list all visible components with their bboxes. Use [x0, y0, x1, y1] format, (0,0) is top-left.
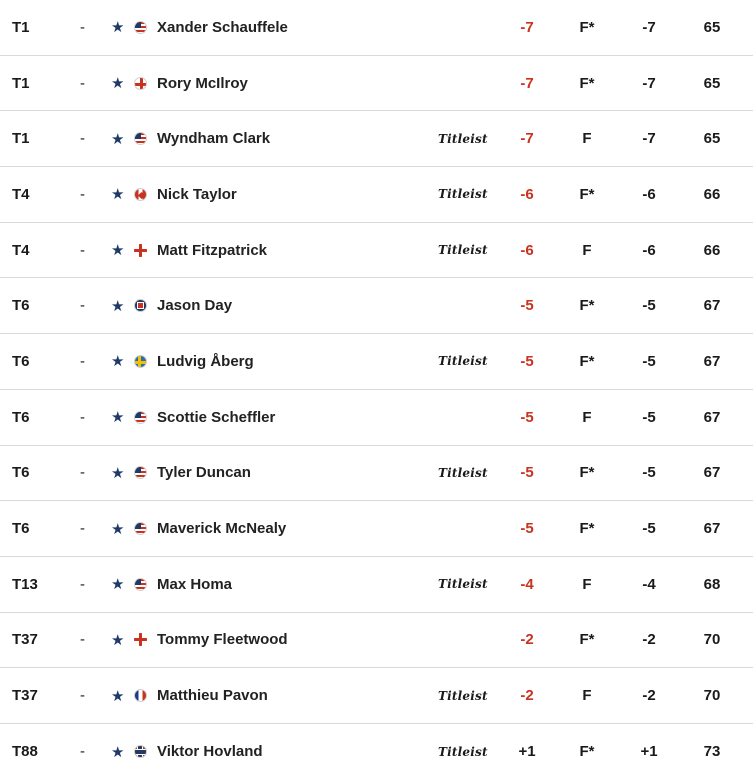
total-score: -2 — [520, 687, 534, 705]
thru-status: F — [582, 130, 592, 148]
position: T6 — [12, 352, 30, 370]
country-flag — [134, 223, 147, 278]
total-score: -5 — [520, 297, 534, 315]
england-flag-icon — [134, 244, 147, 257]
position: T4 — [12, 241, 30, 259]
round-strokes: 70 — [703, 687, 721, 705]
round-strokes: 73 — [703, 743, 721, 761]
thru-status: F* — [579, 464, 595, 482]
movement-indicator: - — [80, 352, 85, 370]
thru-status: F* — [579, 743, 595, 761]
country-flag — [134, 724, 147, 780]
today-score: -2 — [642, 687, 656, 705]
position: T1 — [12, 18, 30, 36]
northern-ireland-flag-icon — [134, 77, 147, 90]
player-name-link[interactable]: Ludvig Åberg — [157, 352, 254, 370]
position: T37 — [12, 631, 38, 649]
australia-flag-icon — [134, 299, 147, 312]
round-strokes: 67 — [703, 297, 721, 315]
position: T1 — [12, 130, 30, 148]
today-score: -7 — [642, 74, 656, 92]
movement-indicator: - — [80, 408, 85, 426]
thru-status: F — [582, 241, 592, 259]
movement-indicator: - — [80, 241, 85, 259]
total-score: -6 — [520, 185, 534, 203]
total-score: -6 — [520, 241, 534, 259]
us-flag-icon — [134, 21, 147, 34]
position: T6 — [12, 408, 30, 426]
sponsor-logo: Titleist — [438, 354, 488, 369]
today-score: -5 — [642, 297, 656, 315]
position: T6 — [12, 464, 30, 482]
favorite-star-icon[interactable]: ★ — [111, 186, 125, 204]
position: T1 — [12, 74, 30, 92]
country-flag — [134, 334, 147, 389]
country-flag — [134, 446, 147, 501]
thru-status: F* — [579, 74, 595, 92]
player-name-link[interactable]: Max Homa — [157, 575, 233, 593]
position: T4 — [12, 185, 30, 203]
round-strokes: 67 — [703, 352, 721, 370]
leaderboard-row[interactable] — [0, 557, 753, 613]
round-strokes: 67 — [703, 464, 721, 482]
sponsor-logo: Titleist — [438, 577, 488, 592]
sponsor-logo: Titleist — [438, 744, 488, 759]
position: T6 — [12, 297, 30, 315]
player-name-link[interactable]: Viktor Hovland — [157, 743, 263, 761]
favorite-star-icon[interactable]: ★ — [111, 687, 125, 705]
country-flag — [134, 613, 147, 668]
favorite-star-icon[interactable]: ★ — [111, 631, 125, 649]
today-score: -5 — [642, 352, 656, 370]
total-score: -5 — [520, 520, 534, 538]
movement-indicator: - — [80, 130, 85, 148]
movement-indicator: - — [80, 575, 85, 593]
sponsor-logo: Titleist — [438, 187, 488, 202]
thru-status: F — [582, 575, 592, 593]
leaderboard-row[interactable] — [0, 668, 753, 724]
favorite-star-icon[interactable]: ★ — [111, 242, 125, 260]
movement-indicator: - — [80, 520, 85, 538]
round-strokes: 70 — [703, 631, 721, 649]
player-name-link[interactable]: Maverick McNealy — [157, 520, 287, 538]
sponsor-logo: Titleist — [438, 131, 488, 146]
player-name-link[interactable]: Wyndham Clark — [157, 130, 271, 148]
today-score: -5 — [642, 464, 656, 482]
leaderboard-row[interactable] — [0, 111, 753, 167]
player-name-link[interactable]: Matt Fitzpatrick — [157, 241, 268, 259]
today-score: -5 — [642, 408, 656, 426]
total-score: -5 — [520, 352, 534, 370]
position: T6 — [12, 520, 30, 538]
total-score: +1 — [518, 743, 536, 761]
country-flag — [134, 56, 147, 111]
leaderboard-row[interactable] — [0, 167, 753, 223]
total-score: -2 — [520, 631, 534, 649]
today-score: -6 — [642, 185, 656, 203]
movement-indicator: - — [80, 185, 85, 203]
us-flag-icon — [134, 578, 147, 591]
total-score: -7 — [520, 130, 534, 148]
leaderboard-row[interactable] — [0, 278, 753, 334]
player-name-link[interactable]: Tyler Duncan — [157, 464, 251, 482]
movement-indicator: - — [80, 464, 85, 482]
us-flag-icon — [134, 132, 147, 145]
round-strokes: 67 — [703, 408, 721, 426]
today-score: -5 — [642, 520, 656, 538]
today-score: -6 — [642, 241, 656, 259]
leaderboard-row[interactable] — [0, 334, 753, 390]
us-flag-icon — [134, 522, 147, 535]
movement-indicator: - — [80, 74, 85, 92]
today-score: -2 — [642, 631, 656, 649]
round-strokes: 68 — [703, 575, 721, 593]
total-score: -7 — [520, 18, 534, 36]
player-name-link[interactable]: Tommy Fleetwood — [157, 631, 288, 649]
position: T88 — [12, 743, 38, 761]
player-name-link[interactable]: Matthieu Pavon — [157, 687, 268, 705]
movement-indicator: - — [80, 18, 85, 36]
round-strokes: 65 — [703, 18, 721, 36]
thru-status: F* — [579, 352, 595, 370]
thru-status: F* — [579, 18, 595, 36]
thru-status: F — [582, 408, 592, 426]
favorite-star-icon[interactable]: ★ — [111, 743, 125, 761]
position: T13 — [12, 575, 38, 593]
country-flag — [134, 501, 147, 556]
round-strokes: 66 — [703, 185, 721, 203]
norway-flag-icon — [134, 745, 147, 758]
england-flag-icon — [134, 633, 147, 646]
player-name-link[interactable]: Scottie Scheffler — [157, 408, 276, 426]
country-flag — [134, 0, 147, 55]
leaderboard-row[interactable] — [0, 390, 753, 446]
round-strokes: 67 — [703, 520, 721, 538]
round-strokes: 65 — [703, 74, 721, 92]
us-flag-icon — [134, 411, 147, 424]
movement-indicator: - — [80, 687, 85, 705]
leaderboard-row[interactable] — [0, 724, 753, 780]
favorite-star-icon[interactable]: ★ — [111, 409, 125, 427]
favorite-star-icon[interactable]: ★ — [111, 353, 125, 371]
leaderboard-row[interactable] — [0, 56, 753, 112]
country-flag — [134, 111, 147, 166]
favorite-star-icon[interactable]: ★ — [111, 19, 125, 37]
favorite-star-icon[interactable]: ★ — [111, 520, 125, 538]
total-score: -4 — [520, 575, 534, 593]
favorite-star-icon[interactable]: ★ — [111, 576, 125, 594]
country-flag — [134, 557, 147, 612]
movement-indicator: - — [80, 743, 85, 761]
player-name-link[interactable]: Xander Schauffele — [157, 18, 288, 36]
today-score: -7 — [642, 130, 656, 148]
leaderboard-row[interactable] — [0, 501, 753, 557]
player-name-link[interactable]: Rory McIlroy — [157, 74, 248, 92]
movement-indicator: - — [80, 631, 85, 649]
sponsor-logo: Titleist — [438, 465, 488, 480]
country-flag — [134, 167, 147, 222]
thru-status: F* — [579, 520, 595, 538]
total-score: -5 — [520, 408, 534, 426]
us-flag-icon — [134, 466, 147, 479]
favorite-star-icon[interactable]: ★ — [111, 75, 125, 93]
favorite-star-icon[interactable]: ★ — [111, 464, 125, 482]
favorite-star-icon[interactable]: ★ — [111, 297, 125, 315]
sweden-flag-icon — [134, 355, 147, 368]
canada-flag-icon — [134, 188, 147, 201]
today-score: -4 — [642, 575, 656, 593]
player-name-link[interactable]: Jason Day — [157, 297, 233, 315]
leaderboard-row[interactable] — [0, 223, 753, 279]
leaderboard-row[interactable] — [0, 446, 753, 502]
france-flag-icon — [134, 689, 147, 702]
sponsor-logo: Titleist — [438, 243, 488, 258]
country-flag — [134, 278, 147, 333]
leaderboard-row[interactable] — [0, 613, 753, 669]
movement-indicator: - — [80, 297, 85, 315]
leaderboard-row[interactable] — [0, 0, 753, 56]
thru-status: F — [582, 687, 592, 705]
position: T37 — [12, 687, 38, 705]
country-flag — [134, 390, 147, 445]
total-score: -7 — [520, 74, 534, 92]
player-name-link[interactable]: Nick Taylor — [157, 185, 237, 203]
round-strokes: 66 — [703, 241, 721, 259]
thru-status: F* — [579, 297, 595, 315]
round-strokes: 65 — [703, 130, 721, 148]
favorite-star-icon[interactable]: ★ — [111, 130, 125, 148]
sponsor-logo: Titleist — [438, 688, 488, 703]
total-score: -5 — [520, 464, 534, 482]
thru-status: F* — [579, 631, 595, 649]
thru-status: F* — [579, 185, 595, 203]
country-flag — [134, 668, 147, 723]
today-score: -7 — [642, 18, 656, 36]
today-score: +1 — [640, 743, 658, 761]
